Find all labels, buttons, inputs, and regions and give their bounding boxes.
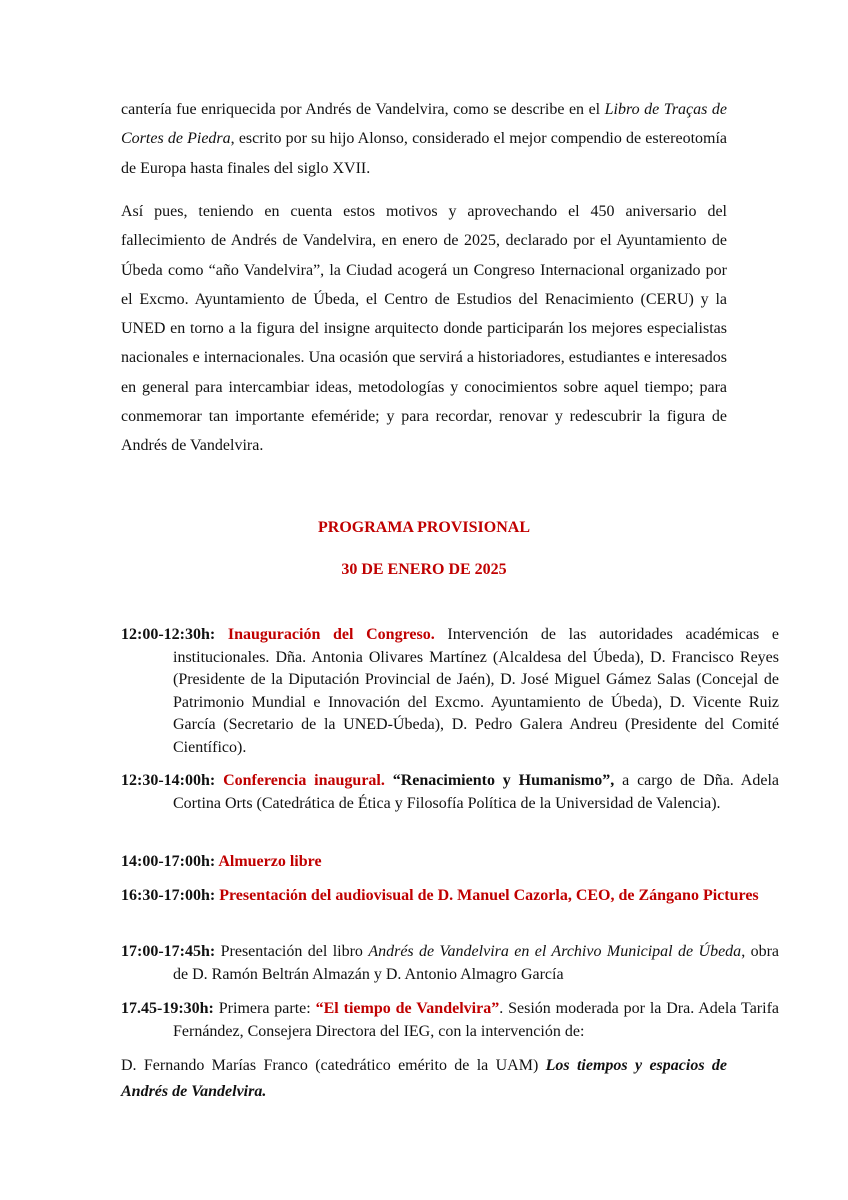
intro-paragraph-2: Así pues, teniendo en cuenta estos motivos y aprovechando el 450 aniversario del fallecimiento de Andrés de Vandelvira, en enero de 2025, declarado por el Ayuntamiento de Úbeda como “año Vandelvira”, la Ciudad acogerá un Congreso Internacional organizado por el Excmo. Ayuntamiento de Úbeda, el Centro de Estudios del Renacimiento (CERU) y la UNED en torno a la figura del insigne arquitecto donde participarán los mejores especialistas nacionales e internacionales. Una ocasión que servirá a historiadores, estudiantes e interesados en general para intercambiar ideas, metodologías y conocimientos sobre aquel tiempo; para conmemorar tan importante efeméride; y para recordar, renovar y redescubrir la figura de Andrés de Vandelvira. <box>121 203 727 455</box>
intro-paragraph-1 <box>121 95 727 183</box>
p1-text-b: , escrito por su hijo Alonso, considerado el mejor compendio de estereotomía de Europa hasta finales del siglo XVII. <box>121 130 728 177</box>
schedule-title: Conferencia inaugural. <box>223 772 385 789</box>
schedule-text-b: , obra de D. Ramón Beltrán Almazán y D. Antonio Almagro García <box>173 943 780 983</box>
speaker-name: D. Fernando Marías Franco (catedrático emérito de la UAM) <box>121 1057 546 1074</box>
p1-text-a: cantería fue enriquecida por Andrés de Vandelvira, como se describe en el <box>121 101 605 118</box>
schedule-title: Almuerzo libre <box>218 853 322 870</box>
schedule-item <box>121 851 779 874</box>
schedule-item <box>121 885 779 908</box>
book-title: Andrés de Vandelvira en el Archivo Municipal de Úbeda <box>368 943 742 960</box>
schedule-time: 12:30-14:00h: <box>121 772 224 789</box>
schedule-text-a: Presentación del libro <box>215 943 369 960</box>
schedule-time: 17.45-19:30h: <box>121 1000 214 1017</box>
schedule-time: 17:00-17:45h: <box>121 943 216 960</box>
speaker-talk-title: Los tiempos y espacios de Andrés de Vandelvira. <box>121 1057 727 1100</box>
schedule-description: a cargo de Dña. Adela Cortina Orts (Catedrática de Ética y Filosofía Política de la Universidad de Valencia). <box>173 772 779 812</box>
schedule-time: 12:00-12:30h: <box>121 626 228 643</box>
book-title: Libro de Traças de Cortes de Piedra <box>121 101 727 148</box>
schedule-description: Intervención de las autoridades académicas e institucionales. Dña. Antonia Olivares Martínez (Alcaldesa del Úbeda), D. Francisco Reyes (Presidente de la Diputación Provincial de Jaén), D. José Miguel Gámez Salas (Concejal de Patrimonio Mundial e Innovación del Excmo. Ayuntamiento de Úbeda), D. Vicente Ruiz García (Secretario de la UNED-Úbeda), D. Pedro Galera Andreu (Presidente del Comité Científico). <box>173 626 779 756</box>
schedule-time: 14:00-17:00h: <box>121 853 219 870</box>
schedule-title: Inauguración del Congreso. <box>227 626 435 643</box>
schedule-title: “El tiempo de Vandelvira” <box>315 1000 500 1017</box>
speaker-entry <box>121 1053 727 1105</box>
schedule-item <box>121 770 779 815</box>
schedule-time: 16:30-17:00h: <box>121 887 220 904</box>
schedule-text-a: Primera parte: <box>213 1000 316 1017</box>
schedule-item <box>121 998 779 1043</box>
schedule-item <box>121 941 779 986</box>
program-date-heading: 30 DE ENERO DE 2025 <box>341 561 507 578</box>
schedule-item <box>121 624 779 760</box>
program-heading: PROGRAMA PROVISIONAL <box>317 519 530 536</box>
schedule-text-b: . Sesión moderada por la Dra. Adela Tarifa Fernández, Consejera Directora del IEG, con la intervención de: <box>173 1000 780 1040</box>
schedule-title: Presentación del audiovisual de D. Manuel Cazorla, CEO, de Zángano Pictures <box>219 887 759 904</box>
lecture-title: “Renacimiento y Humanismo”, <box>384 772 615 789</box>
